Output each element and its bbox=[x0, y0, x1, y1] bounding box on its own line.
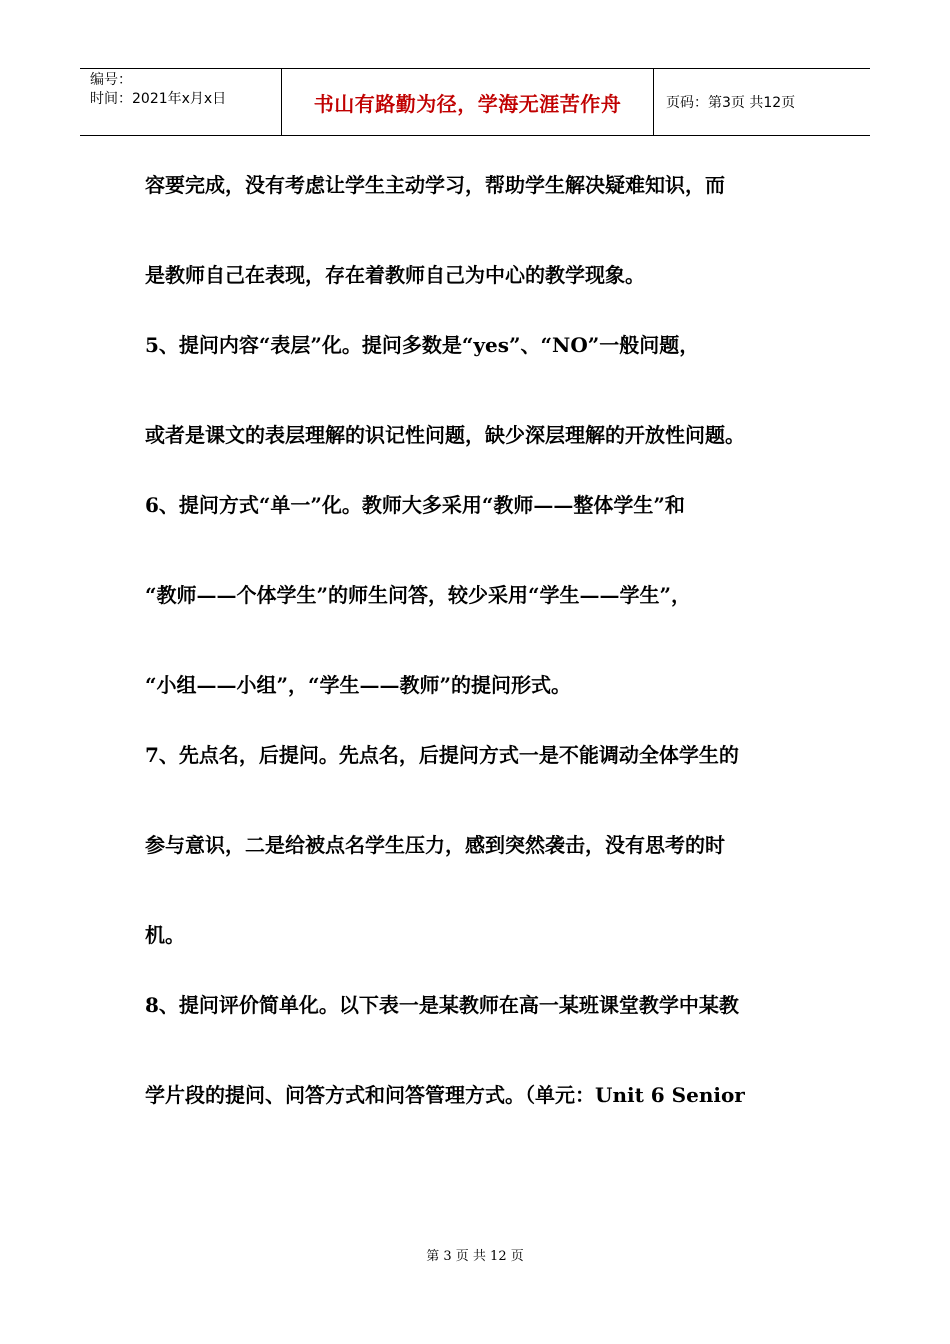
document-number-label: 编号： bbox=[90, 72, 132, 88]
header-page-cell bbox=[654, 69, 870, 135]
page-footer bbox=[0, 1245, 950, 1264]
body-line: “教师——个体学生”的师生问答，较少采用“学生——学生”， bbox=[145, 583, 692, 607]
page-header bbox=[80, 68, 870, 136]
body-line: 5、提问内容“表层”化。提问多数是“yes”、“NO”一般问题， bbox=[145, 333, 700, 357]
body-line: 容要完成，没有考虑让学生主动学习，帮助学生解决疑难知识，而 bbox=[145, 173, 725, 197]
header-motto-cell bbox=[282, 69, 654, 135]
body-line: 是教师自己在表现，存在着教师自己为中心的教学现象。 bbox=[145, 263, 645, 287]
body-line: 参与意识，二是给被点名学生压力，感到突然袭击，没有思考的时 bbox=[145, 833, 725, 857]
header-meta-cell bbox=[80, 69, 282, 135]
body-line: 7、先点名，后提问。先点名，后提问方式一是不能调动全体学生的 bbox=[145, 743, 739, 767]
header-page-info: 页码：第3页 共12页 bbox=[666, 95, 796, 111]
body-line: 8、提问评价简单化。以下表一是某教师在高一某班课堂教学中某教 bbox=[145, 993, 739, 1017]
header-motto: 书山有路勤为径，学海无涯苦作舟 bbox=[313, 91, 622, 116]
body-line: 6、提问方式“单一”化。教师大多采用“教师——整体学生”和 bbox=[145, 493, 685, 517]
body-line: 机。 bbox=[145, 923, 185, 947]
body-line: 学片段的提问、问答方式和问答管理方式。（单元：Unit 6 Senior bbox=[145, 1083, 745, 1107]
document-date-label: 时间：2021年x月x日 bbox=[90, 91, 227, 107]
body-line: 或者是课文的表层理解的识记性问题，缺少深层理解的开放性问题。 bbox=[145, 423, 745, 447]
body-line: “小组——小组”，“学生——教师”的提问形式。 bbox=[145, 673, 572, 697]
footer-page-number: 第 3 页 共 12 页 bbox=[426, 1249, 524, 1264]
